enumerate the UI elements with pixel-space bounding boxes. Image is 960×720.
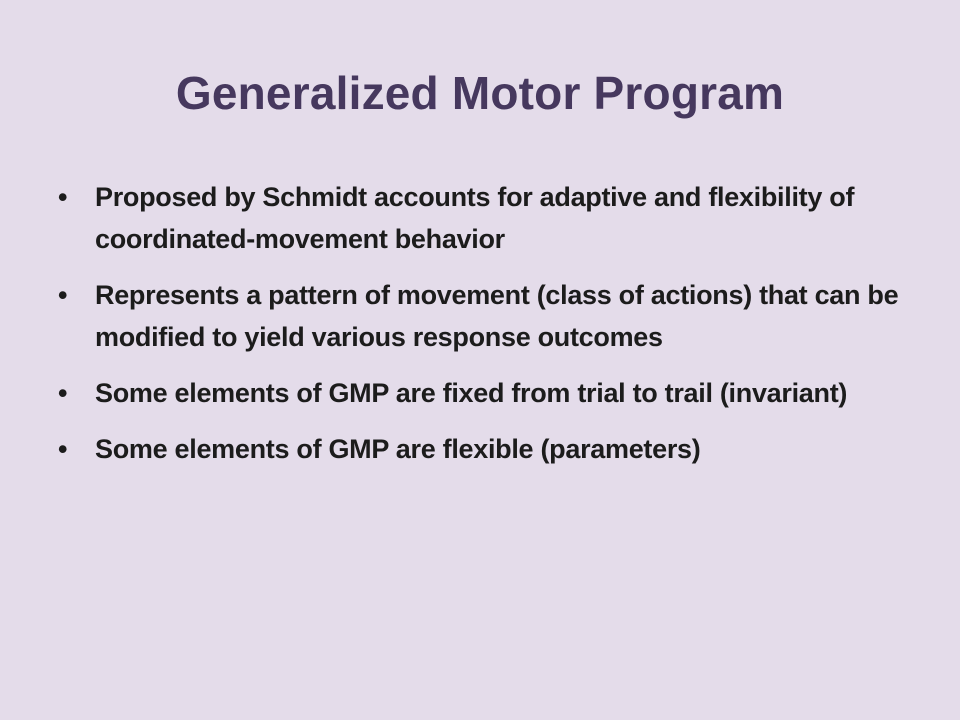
bullet-text: Proposed by Schmidt accounts for adaptive and flexibility of coordinated-movement behavior	[95, 182, 855, 254]
bullet-item	[58, 428, 918, 470]
bullet-icon: •	[58, 434, 68, 464]
bullet-list	[58, 176, 918, 484]
bullet-item	[58, 274, 918, 358]
bullet-text: Some elements of GMP are flexible (parameters)	[95, 434, 701, 464]
bullet-icon: •	[58, 280, 68, 310]
bullet-text: Represents a pattern of movement (class of actions) that can be modified to yield various response outcomes	[95, 280, 899, 352]
bullet-icon: •	[58, 378, 68, 408]
bullet-item	[58, 372, 918, 414]
slide-title: Generalized Motor Program	[175, 67, 785, 119]
bullet-icon: •	[58, 182, 68, 212]
bullet-item	[58, 176, 918, 260]
bullet-text: Some elements of GMP are fixed from trial to trail (invariant)	[95, 378, 848, 408]
